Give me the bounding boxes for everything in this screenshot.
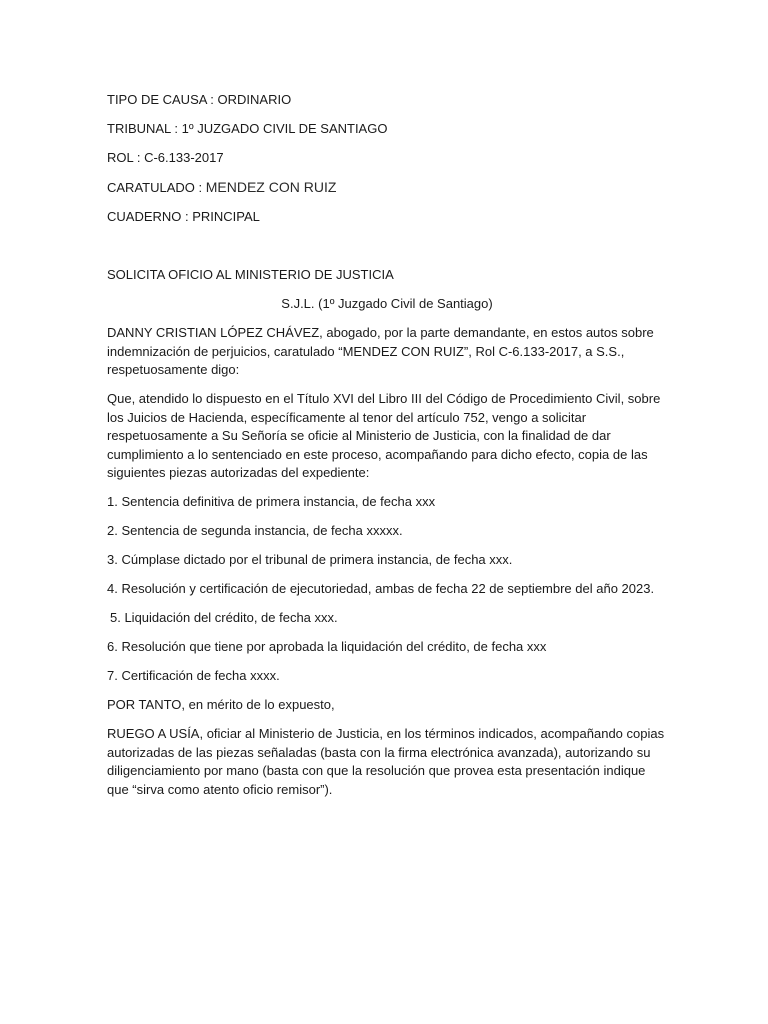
document-body — [107, 91, 667, 810]
list-item: 7. Certificación de fecha xxxx. — [107, 668, 280, 683]
cuaderno-line: CUADERNO : PRINCIPAL — [107, 209, 260, 224]
list-item: 5. Liquidación del crédito, de fecha xxx. — [110, 610, 338, 625]
tribunal-line: TRIBUNAL : 1º JUZGADO CIVIL DE SANTIAGO — [107, 121, 388, 136]
rol-line: ROL : C-6.133-2017 — [107, 150, 224, 165]
list-item: 6. Resolución que tiene por aprobada la liquidación del crédito, de fecha xxx — [107, 639, 547, 654]
caratulado-label: CARATULADO : — [107, 180, 206, 195]
court-addressee: S.J.L. (1º Juzgado Civil de Santiago) — [281, 296, 493, 311]
intro-paragraph: DANNY CRISTIAN LÓPEZ CHÁVEZ, abogado, por la parte demandante, en estos autos sobre indemnización de perjuicios, caratulado “MENDEZ CON RUIZ”, Rol C-6.133-2017, a S.S., respetuosamente digo: — [107, 325, 654, 377]
body-paragraph: Que, atendido lo dispuesto en el Título XVI del Libro III del Código de Procedimiento Civil, sobre los Juicios de Hacienda, específicamente al tenor del artículo 752, vengo a solicitar respetuosamente a Su Señoría se oficie al Ministerio de Justicia, con la finalidad de dar cumplimiento a lo sentenciado en este proceso, acompañando para dicho efecto, copia de las siguientes piezas autorizadas del expediente: — [107, 391, 661, 480]
list-item: 2. Sentencia de segunda instancia, de fecha xxxxx. — [107, 523, 403, 538]
ruego-paragraph: RUEGO A USÍA, oficiar al Ministerio de Justicia, en los términos indicados, acompañando copias autorizadas de las piezas señaladas (basta con la firma electrónica avanzada), autorizando su diligenciamiento por mano (basta con que la resolución que provea esta presentación indique que “sirva como atento oficio remisor”). — [107, 726, 665, 797]
caratulado-value: MENDEZ CON RUIZ — [205, 179, 337, 195]
por-tanto-paragraph: POR TANTO, en mérito de lo expuesto, — [107, 697, 335, 712]
tipo-causa-line: TIPO DE CAUSA : ORDINARIO — [107, 92, 292, 107]
list-item: 1. Sentencia definitiva de primera instancia, de fecha xxx — [107, 494, 436, 509]
list-item: 4. Resolución y certificación de ejecutoriedad, ambas de fecha 22 de septiembre del año 2023. — [107, 581, 655, 596]
list-item: 3. Cúmplase dictado por el tribunal de primera instancia, de fecha xxx. — [107, 552, 513, 567]
document-title: SOLICITA OFICIO AL MINISTERIO DE JUSTICIA — [107, 267, 394, 282]
caratulado-line — [107, 178, 667, 198]
section-gap — [107, 237, 667, 266]
